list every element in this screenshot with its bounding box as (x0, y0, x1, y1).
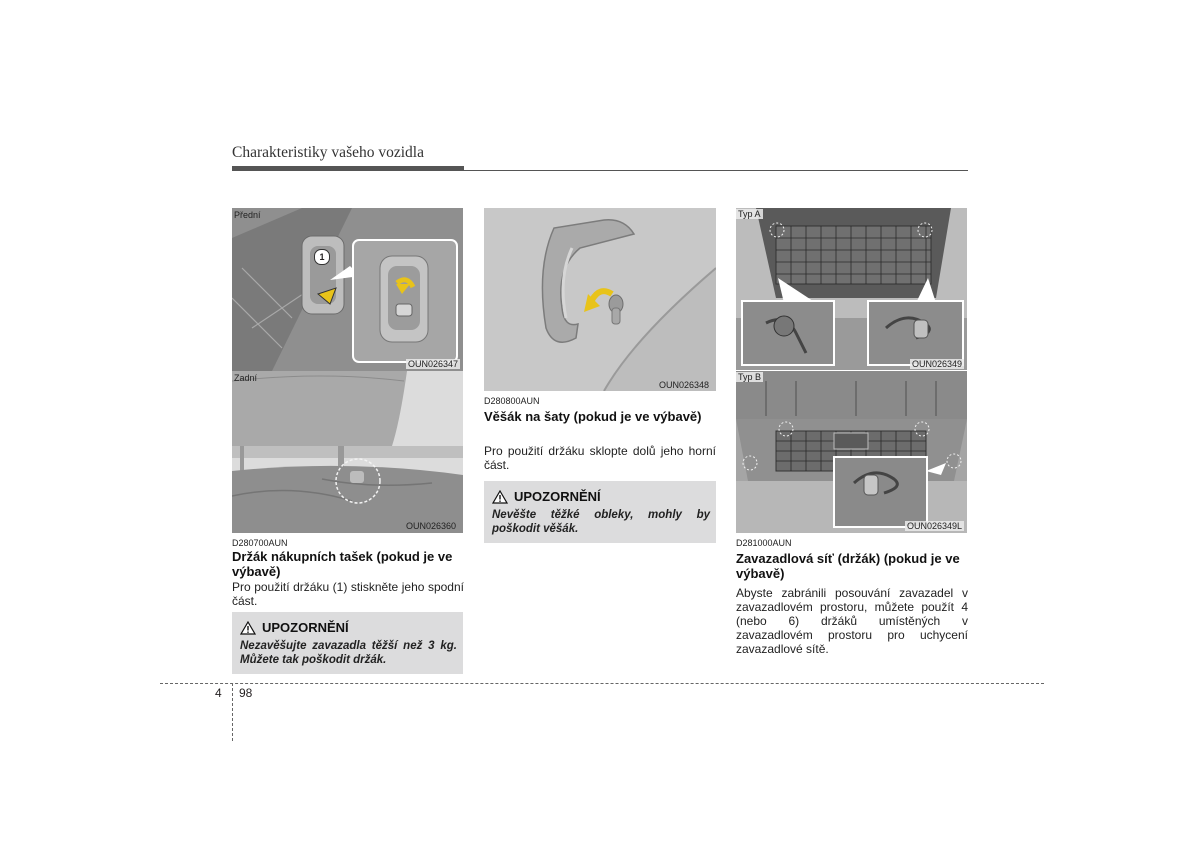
col1-section-body: Pro použití držáku (1) stiskněte jeho spodní část. (232, 580, 464, 608)
figure-front-hook (232, 208, 463, 371)
col2-section-body: Pro použití držáku sklopte dolů jeho horní část. (484, 444, 716, 472)
front-figure-code: OUN026347 (408, 359, 459, 369)
col1-warning-text: Nezavěšujte zavazadla těžší než 3 kg. Můžete tak poškodit držák. (240, 640, 457, 666)
col1-section-heading: Držák nákupních tašek (pokud je ve výbavě) (232, 549, 453, 579)
col2-section-code: D280800AUN (484, 396, 540, 406)
footer-rule (160, 683, 1044, 684)
figure-cargo-net-type-a (736, 208, 967, 370)
figure-cargo-net-type-b (736, 371, 967, 533)
type-b-figure-code: OUN026349L (907, 521, 963, 531)
col1-warning-box (232, 612, 463, 674)
rear-figure-code: OUN026360 (406, 521, 457, 531)
chapter-number: 4 (215, 686, 222, 700)
callout-number-badge (314, 249, 330, 265)
front-hook-illustration (232, 208, 463, 371)
page-number: 98 (239, 686, 253, 700)
coat-hanger-illustration (484, 208, 716, 391)
header-rule-accent (232, 166, 464, 171)
col2-warning-box (484, 481, 716, 543)
type-b-label: Typ B (738, 372, 762, 382)
callout-number: 1 (319, 252, 325, 262)
col1-section-code: D280700AUN (232, 538, 288, 548)
type-a-figure-code: OUN026349 (912, 359, 963, 369)
col3-section-code: D281000AUN (736, 538, 792, 548)
figure-coat-hanger (484, 208, 716, 391)
col3-section-body: Abyste zabránili posouvání zavazadel v zavazadlovém prostoru, můžete použít 4 (nebo 6) držáků umístěných v zavazadlovém prostoru pro uchycení zavazadlové sítě. (736, 586, 968, 656)
footer-divider (232, 683, 233, 741)
warning-triangle-icon (240, 621, 256, 635)
col1-warning-title-row (240, 620, 349, 635)
rear-hook-illustration (232, 371, 463, 533)
warning-triangle-icon (492, 490, 508, 504)
front-figure-label: Přední (234, 210, 261, 220)
col2-warning-title-row (492, 489, 601, 504)
figure-rear-hook (232, 371, 463, 533)
col1-warning-title: UPOZORNĚNÍ (262, 620, 349, 635)
rear-figure-label: Zadní (234, 373, 258, 383)
cargo-net-type-a-illustration (736, 208, 967, 370)
cargo-net-type-b-illustration (736, 371, 967, 533)
col2-warning-title: UPOZORNĚNÍ (514, 489, 601, 504)
col2-warning-text: Nevěšte těžké obleky, mohly by poškodit věšák. (492, 509, 710, 535)
page-header-title: Charakteristiky vašeho vozidla (232, 144, 424, 161)
hanger-figure-code: OUN026348 (659, 380, 710, 390)
col2-section-heading: Věšák na šaty (pokud je ve výbavě) (484, 409, 702, 424)
type-a-label: Typ A (738, 209, 761, 219)
col3-section-heading: Zavazadlová síť (držák) (pokud je ve výbavě) (736, 551, 960, 581)
